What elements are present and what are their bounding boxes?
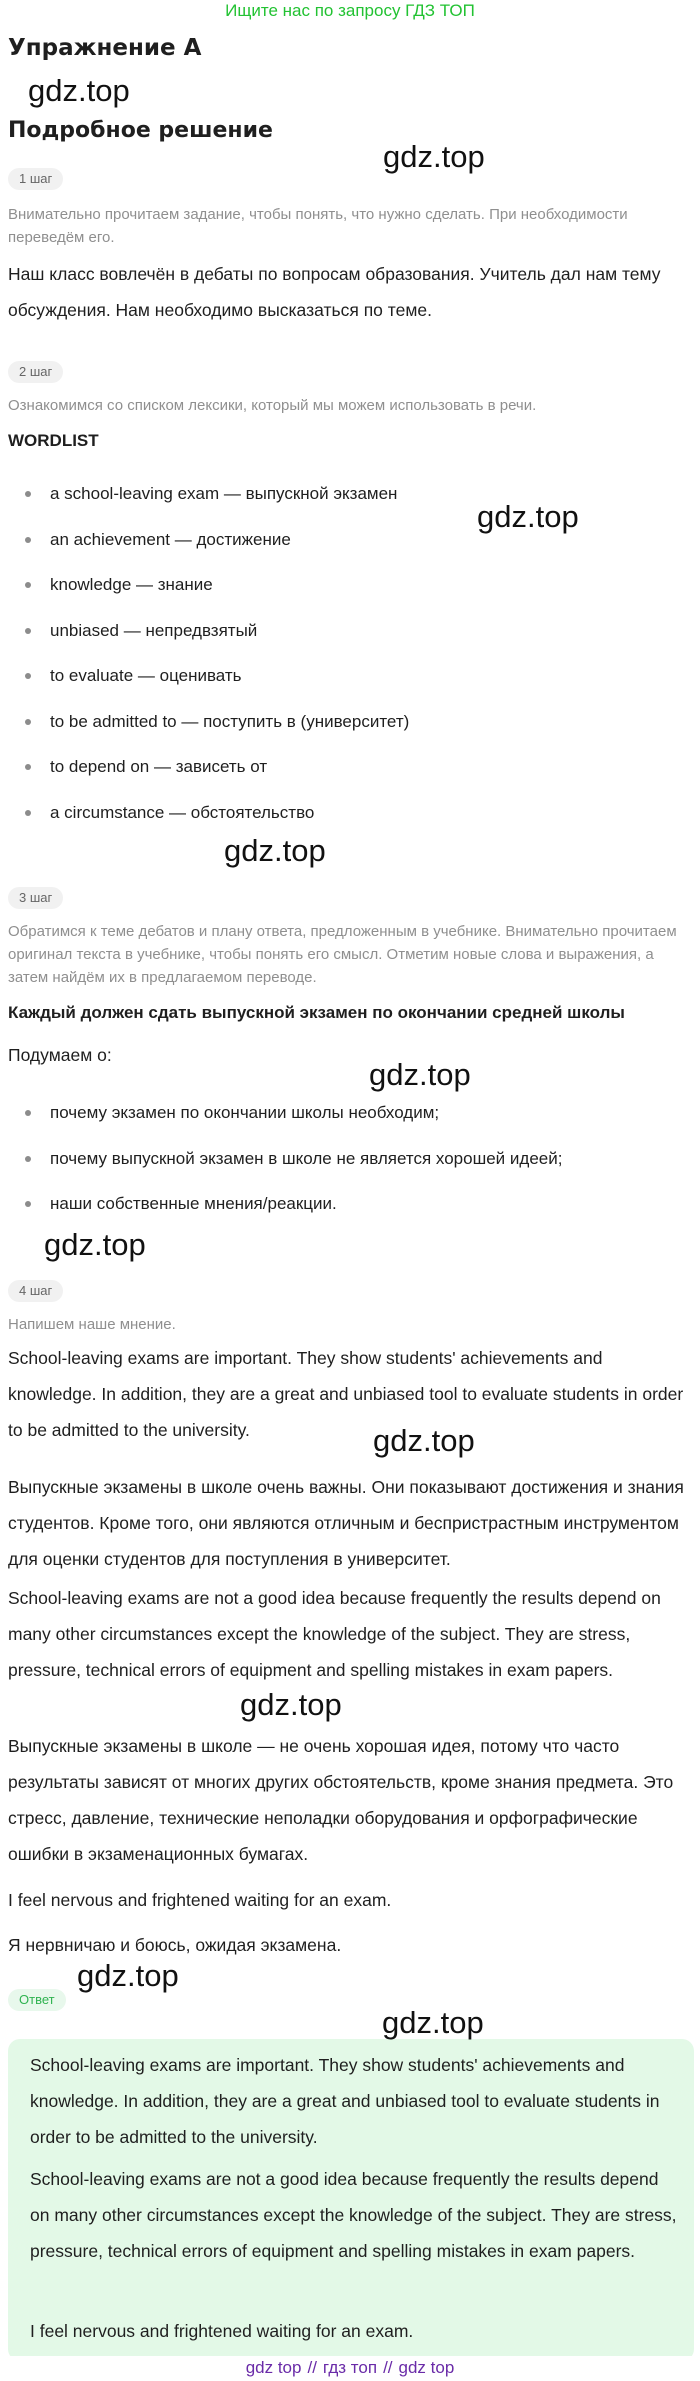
solution-heading: Подробное решение bbox=[8, 118, 273, 143]
list-item: a circumstance — обстоятельство bbox=[8, 790, 688, 836]
footer-link[interactable]: gdz top bbox=[245, 2358, 302, 2377]
list-item: knowledge — знание bbox=[8, 562, 688, 608]
opinion-paragraph: Выпускные экзамены в школе — не очень хорошая идея, потому что часто результаты зависят от многих других обстоятельств, кроме знания предмета. Это стресс, давление, технические неполадки оборудования и орфографические ошибки в экзаменационных бумагах. bbox=[8, 1736, 674, 1864]
step-note: Обратимся к теме дебатов и плану ответа, предложенным в учебнике. Внимательно прочитаем оригинал текста в учебнике, чтобы понять его смысл. Отметим новые слова и выражения, а затем найдём их в предлагаемом переводе. bbox=[8, 923, 677, 986]
watermark: gdz.top bbox=[224, 833, 326, 868]
watermark: gdz.top bbox=[77, 1958, 179, 1993]
list-item: почему выпускной экзамен в школе не является хорошей идеей; bbox=[8, 1136, 688, 1182]
answer-paragraph: School-leaving exams are not a good idea because frequently the results depend on many other circumstances except the knowledge of the subject. They are stress, pressure, technical errors of equipment and spelling mistakes in exam papers. bbox=[30, 2169, 677, 2261]
footer-link[interactable]: gdz top bbox=[398, 2358, 455, 2377]
watermark: gdz.top bbox=[28, 73, 130, 108]
watermark: gdz.top bbox=[383, 139, 485, 174]
opinion-paragraph: School-leaving exams are important. They show students' achievements and knowledge. In addition, they are a great and unbiased tool to evaluate students in order to be admitted to the university. bbox=[8, 1348, 684, 1440]
step-note: Напишем наше мнение. bbox=[8, 1316, 176, 1333]
footer-link[interactable]: гдз топ bbox=[322, 2358, 378, 2377]
exercise-title: Упражнение A bbox=[8, 35, 202, 61]
list-item: an achievement — достижение bbox=[8, 517, 688, 563]
step-text: Наш класс вовлечён в дебаты по вопросам образования. Учитель дал нам тему обсуждения. Нам необходимо высказаться по теме. bbox=[8, 264, 661, 320]
step-note: Ознакомимся со списком лексики, который мы можем использовать в речи. bbox=[8, 397, 537, 414]
watermark: gdz.top bbox=[240, 1687, 342, 1722]
step-badge: 2 шаг bbox=[8, 361, 63, 383]
opinion-paragraph: Выпускные экзамены в школе очень важны. Они показывают достижения и знания студентов. Кроме того, они являются отличным и беспристрастным инструментом для оценки студентов для поступления в университет. bbox=[8, 1477, 684, 1569]
answer-paragraph: I feel nervous and frightened waiting for an exam. bbox=[30, 2321, 414, 2341]
watermark: gdz.top bbox=[44, 1227, 146, 1262]
footer-links bbox=[0, 2356, 700, 2380]
think-about-label: Подумаем о: bbox=[8, 1045, 112, 1065]
opinion-paragraph: School-leaving exams are not a good idea because frequently the results depend on many other circumstances except the knowledge of the subject. They are stress, pressure, technical errors of equipment and spelling mistakes in exam papers. bbox=[8, 1588, 661, 1680]
footer-separator: // bbox=[307, 2358, 317, 2377]
list-item: a school-leaving exam — выпускной экзамен bbox=[8, 471, 688, 517]
list-item: unbiased — непредвзятый bbox=[8, 608, 688, 654]
list-item: to be admitted to — поступить в (университет) bbox=[8, 699, 688, 745]
wordlist-heading: WORDLIST bbox=[8, 431, 99, 450]
watermark: gdz.top bbox=[369, 1057, 471, 1092]
opinion-paragraph: Я нервничаю и боюсь, ожидая экзамена. bbox=[8, 1935, 342, 1955]
footer-separator: // bbox=[383, 2358, 393, 2377]
list-item: to depend on — зависеть от bbox=[8, 744, 688, 790]
topic-points bbox=[8, 1090, 688, 1227]
answer-box bbox=[8, 2039, 694, 2361]
list-item: наши собственные мнения/реакции. bbox=[8, 1181, 688, 1227]
watermark: gdz.top bbox=[373, 1423, 475, 1458]
step-badge: 4 шаг bbox=[8, 1280, 63, 1302]
debate-topic: Каждый должен сдать выпускной экзамен по окончании средней школы bbox=[8, 1003, 625, 1022]
wordlist bbox=[8, 471, 688, 835]
answer-badge: Ответ bbox=[8, 1989, 66, 2011]
watermark: gdz.top bbox=[382, 2005, 484, 2040]
list-item: почему экзамен по окончании школы необходим; bbox=[8, 1090, 688, 1136]
step-badge: 3 шаг bbox=[8, 887, 63, 909]
list-item: to evaluate — оценивать bbox=[8, 653, 688, 699]
step-badge: 1 шаг bbox=[8, 168, 63, 190]
watermark: gdz.top bbox=[477, 499, 579, 534]
opinion-paragraph: I feel nervous and frightened waiting for an exam. bbox=[8, 1890, 392, 1910]
search-banner: Ищите нас по запросу ГДЗ ТОП bbox=[225, 1, 475, 20]
answer-paragraph: School-leaving exams are important. They show students' achievements and knowledge. In addition, they are a great and unbiased tool to evaluate students in order to be admitted to the university. bbox=[30, 2055, 660, 2147]
step-note: Внимательно прочитаем задание, чтобы понять, что нужно сделать. При необходимости переведём его. bbox=[8, 206, 628, 246]
